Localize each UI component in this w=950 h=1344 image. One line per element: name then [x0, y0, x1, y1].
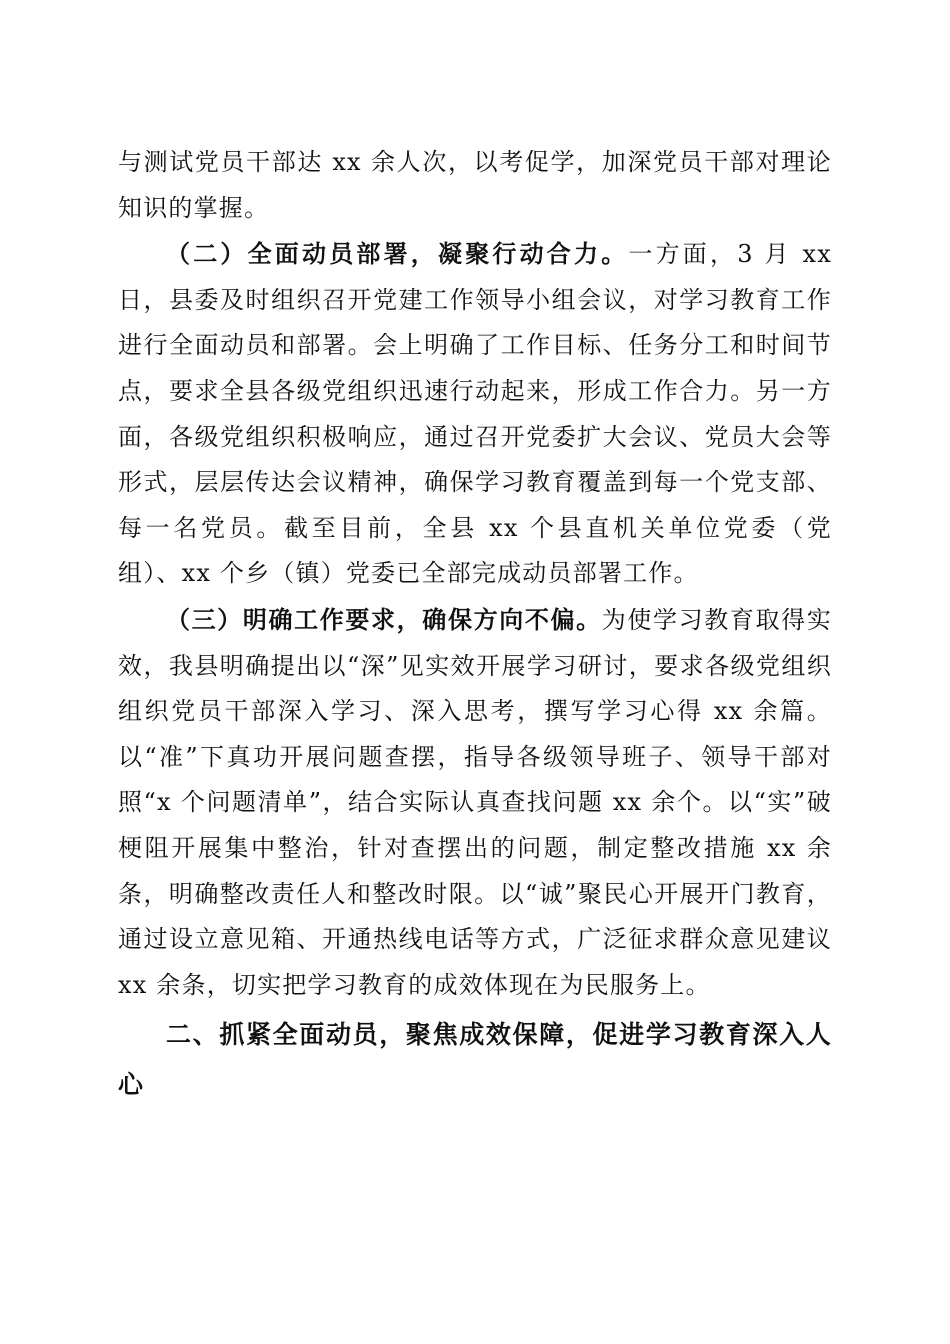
paragraph-mobilization-lead: （二）全面动员部署，凝聚行动合力。 [166, 239, 629, 269]
continuation-paragraph: 与测试党员干部达 xx 余人次，以考促学，加深党员干部对理论知识的掌握。 [118, 148, 832, 222]
document-body [118, 140, 832, 1110]
section-heading: 二、抓紧全面动员，聚焦成效保障，促进学习教育深入人心 [118, 1020, 832, 1100]
paragraph-mobilization-text: 一方面，3 月 xx 日，县委及时组织召开党建工作领导小组会议，对学习教育工作进行全面动员和部署。会上明确了工作目标、任务分工和时间节点，要求全县各级党组织迅速行动起来，形成工作合力。另一方面，各级党组织积极响应，通过召开党委扩大会议、党员大会等形式，层层传达会议精神，确保学习教育覆盖到每一个党支部、每一名党员。截至目前，全县 xx 个县直机关单位党委（党组）、xx 个乡（镇）党委已全部完成动员部署工作。 [118, 240, 832, 588]
paragraph-requirements-lead: （三）明确工作要求，确保方向不偏。 [166, 604, 602, 634]
paragraph-requirements-text: 为使学习教育取得实效，我县明确提出以“深”见实效开展学习研讨，要求各级党组织组织党员干部深入学习、深入思考，撰写学习心得 xx 余篇。以“准”下真功开展问题查摆，指导各级领导班子、领导干部对照“x 个问题清单”，结合实际认真查找问题 xx 余个。以“实”破梗阻开展集中整治，针对查摆出的问题，制定整改措施 xx 余条，明确整改责任人和整改时限。以“诚”聚民心开展开门教育，通过设立意见箱、开通热线电话等方式，广泛征求群众意见建议 xx 余条，切实把学习教育的成效体现在为民服务上。 [118, 605, 832, 999]
paragraph-requirements [118, 597, 832, 1008]
paragraph-mobilization [118, 231, 832, 597]
